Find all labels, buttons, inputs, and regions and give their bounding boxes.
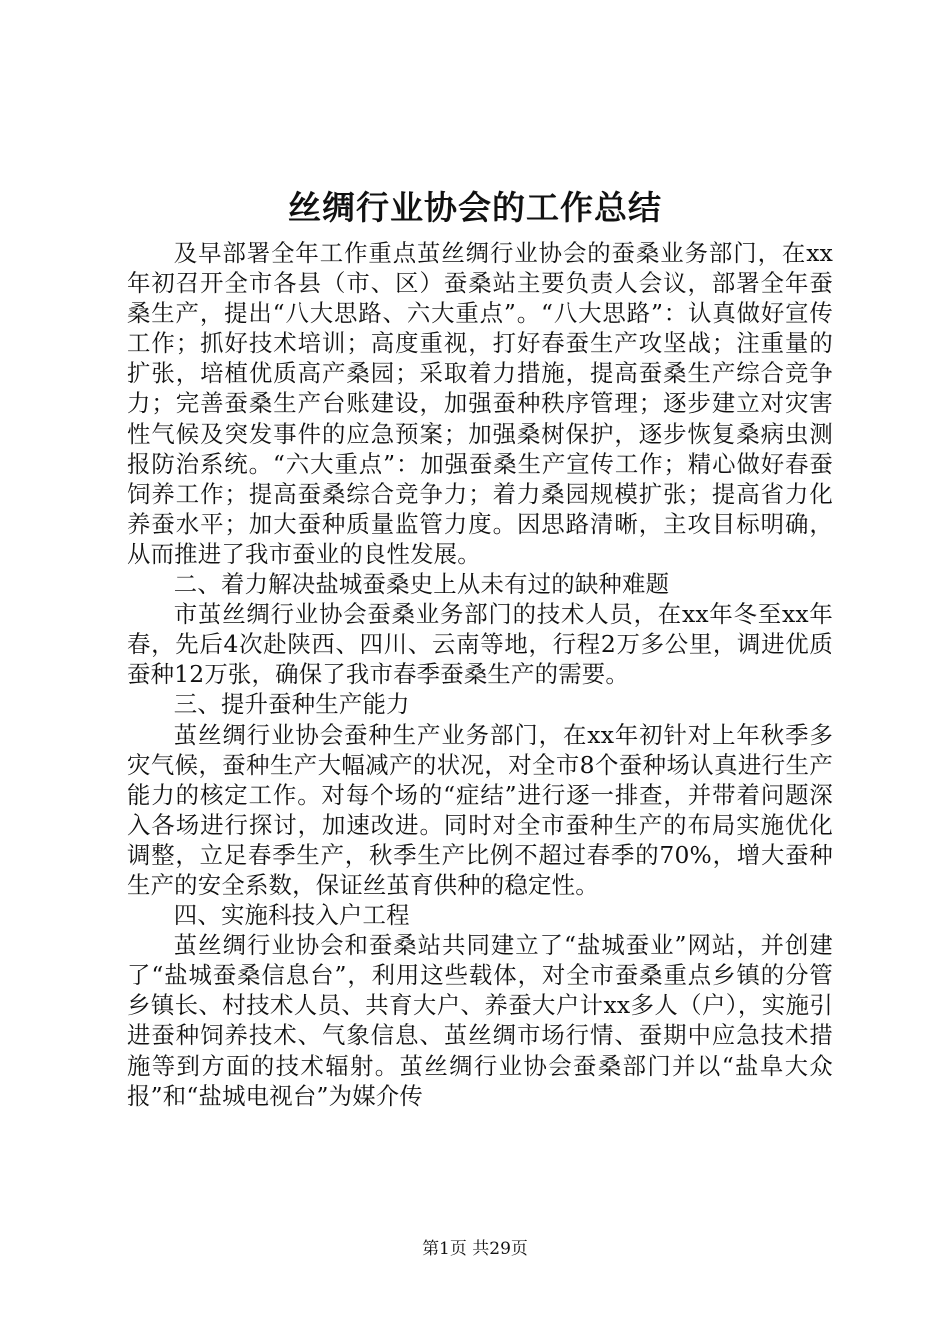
document-body: [127, 238, 833, 1111]
paragraph-deployment: 及早部署全年工作重点茧丝绸行业协会的蚕桑业务部门，在xx年初召开全市各县（市、区）蚕桑站主要负责人会议，部署全年蚕桑生产，提出“八大思路、六大重点”。“八大思路”：认真做好宣传工作；抓好技术培训；高度重视，打好春蚕生产攻坚战；注重量的扩张，培植优质高产桑园；采取着力措施，提高蚕桑生产综合竞争力；完善蚕桑生产台账建设，加强蚕种秩序管理；逐步建立对灾害性气候及突发事件的应急预案；加强桑树保护，逐步恢复桑病虫测报防治系统。“六大重点”：加强蚕桑生产宣传工作；精心做好春蚕饲养工作；提高蚕桑综合竞争力；着力桑园规模扩张；提高省力化养蚕水平；加大蚕种质量监管力度。因思路清晰，主攻目标明确，从而推进了我市蚕业的良性发展。: [127, 239, 833, 568]
page-number-footer: 第1页 共29页: [422, 1239, 528, 1259]
section-heading-2: 二、着力解决盐城蚕桑史上从未有过的缺种难题: [173, 570, 670, 599]
paragraph-silkworm-supply: 市茧丝绸行业协会蚕桑业务部门的技术人员，在xx年冬至xx年春，先后4次赴陕西、四川、云南等地，行程2万多公里，调进优质蚕种12万张，确保了我市春季蚕桑生产的需要。: [127, 600, 833, 689]
paragraph-technology: 茧丝绸行业协会和蚕桑站共同建立了“盐城蚕业”网站，并创建了“盐城蚕桑信息台”，利用这些载体，对全市蚕桑重点乡镇的分管乡镇长、村技术人员、共育大户、养蚕大户计xx多人（户），实施引进蚕种饲养技术、气象信息、茧丝绸市场行情、蚕期中应急技术措施等到方面的技术辐射。茧丝绸行业协会蚕桑部门并以“盐阜大众报”和“盐城电视台”为媒介传: [127, 931, 833, 1110]
section-heading-4: 四、实施科技入户工程: [173, 901, 410, 930]
document-title: 丝绸行业协会的工作总结: [288, 188, 662, 227]
paragraph-production-capacity: 茧丝绸行业协会蚕种生产业务部门，在xx年初针对上年秋季多灾气候，蚕种生产大幅减产的状况，对全市8个蚕种场认真进行生产能力的核定工作。对每个场的“症结”进行逐一排查，并带着问题深入各场进行探讨，加速改进。同时对全市蚕种生产的布局实施优化调整，立足春季生产，秋季生产比例不超过春季的70%，增大蚕种生产的安全系数，保证丝茧育供种的稳定性。: [127, 720, 833, 899]
section-heading-3: 三、提升蚕种生产能力: [173, 690, 410, 719]
